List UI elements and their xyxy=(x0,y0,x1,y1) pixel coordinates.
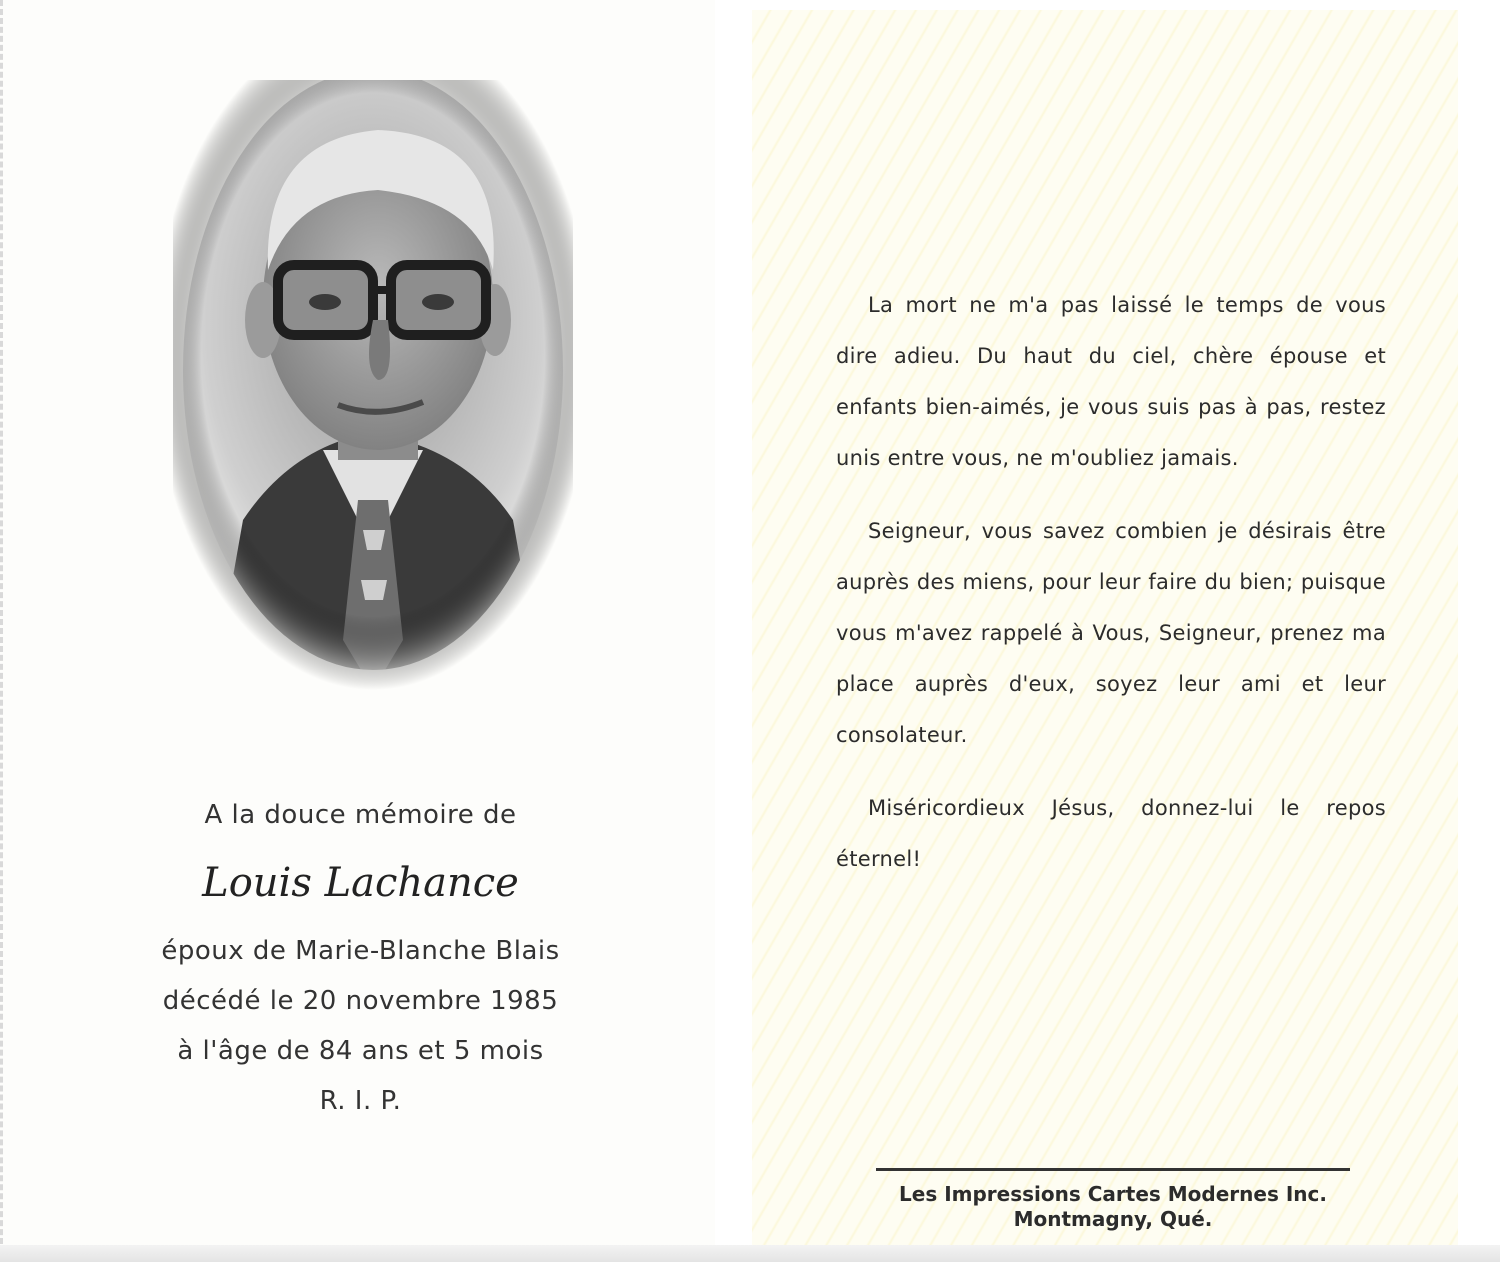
deceased-name: Louis Lachance xyxy=(202,860,519,906)
memorial-intro: A la douce mémoire de xyxy=(204,800,517,830)
death-date-line: décédé le 20 novembre 1985 xyxy=(162,986,559,1016)
prayer-paragraph-1: La mort ne m'a pas laissé le temps de vous dire adieu. Du haut du ciel, chère épouse et enfants bien-aimés, je vous suis pas à pas, restez unis entre vous, ne m'oubliez jamais. xyxy=(836,293,1386,470)
scan-edge xyxy=(0,1245,1500,1262)
prayer-paragraph-3: Miséricordieux Jésus, donnez-lui le repos éternel! xyxy=(836,796,1386,871)
memorial-text xyxy=(3,800,718,1126)
printer-location: Montmagny, Qué. xyxy=(1013,1207,1213,1231)
spouse-line: époux de Marie-Blanche Blais xyxy=(161,936,560,966)
printer-divider xyxy=(876,1168,1350,1171)
printer-name: Les Impressions Cartes Modernes Inc. xyxy=(899,1182,1327,1206)
printer-credit xyxy=(876,1182,1350,1232)
age-line: à l'âge de 84 ans et 5 mois xyxy=(177,1036,544,1066)
rip-line: R. I. P. xyxy=(319,1086,402,1116)
memorial-card-front xyxy=(0,0,715,1262)
portrait-photo xyxy=(173,80,573,690)
memorial-card-back xyxy=(752,10,1458,1245)
prayer-text xyxy=(836,280,1386,907)
prayer-paragraph-2: Seigneur, vous savez combien je désirais être auprès des miens, pour leur faire du bien; puisque vous m'avez rappelé à Vous, Seigneur, prenez ma place auprès d'eux, soyez leur ami et leur consolateur. xyxy=(836,519,1386,747)
